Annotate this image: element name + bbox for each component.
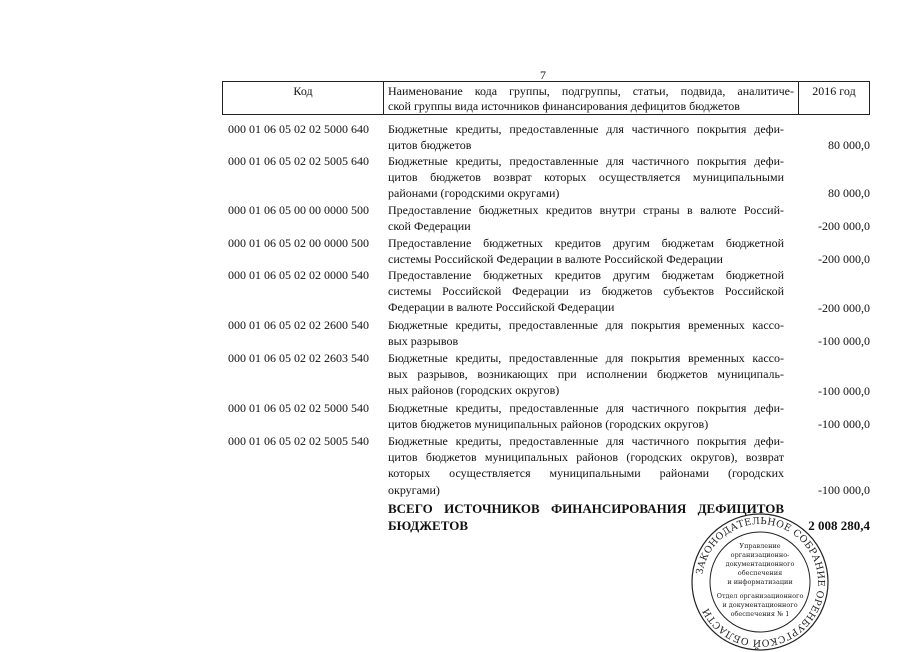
- row-code: 000 01 06 05 02 02 0000 540: [228, 268, 369, 282]
- row-name: [388, 350, 784, 399]
- row-name-line: ской Федерации: [388, 219, 471, 234]
- row-name-line: Бюджетные кредиты, предоставленные для частичного покрытия дефи-: [388, 401, 784, 415]
- row-name-line: Федерации в валюте Российской Федерации: [388, 300, 615, 315]
- row-code: 000 01 06 05 02 02 2603 540: [228, 351, 369, 365]
- row-code: 000 01 06 05 00 00 0000 500: [228, 203, 369, 217]
- row-name-line: системы Российской Федерации из бюджетов субъектов Российской: [388, 284, 784, 299]
- row-value: -200 000,0: [818, 219, 870, 233]
- row-name: [388, 433, 784, 498]
- row-name: [388, 202, 784, 234]
- seal-stamp: [690, 512, 830, 652]
- row-name-line: Бюджетные кредиты, предоставленные для частичного покрытия дефи-: [388, 122, 784, 136]
- row-name: [388, 267, 784, 316]
- row-code: 000 01 06 05 02 02 5000 640: [228, 122, 369, 136]
- header-name-line: ской группы вида источников финансирования дефицитов бюджетов: [388, 99, 740, 113]
- row-name-line: Бюджетные кредиты, предоставленные для частичного покрытия дефи-: [388, 154, 784, 168]
- row-name: [388, 121, 784, 153]
- page-number: 7: [540, 68, 546, 82]
- row-name-line: цитов бюджетов возврат которых осуществляется муниципальными: [388, 170, 784, 185]
- row-value: -200 000,0: [818, 301, 870, 315]
- row-name-line: районами (городскими округами): [388, 186, 560, 201]
- row-name-line: Бюджетные кредиты, предоставленные для частичного покрытия дефи-: [388, 434, 784, 448]
- row-value: -100 000,0: [818, 483, 870, 497]
- row-value: -100 000,0: [818, 384, 870, 398]
- row-value: -100 000,0: [818, 417, 870, 431]
- row-name-line: цитов бюджетов муниципальных районов (городских округов): [388, 417, 709, 432]
- seal-text-line: и документационного: [722, 601, 798, 609]
- seal-text-line: обеспечения: [737, 569, 783, 577]
- row-name: [388, 317, 784, 349]
- row-name-line: Предоставление бюджетных кредитов другим бюджетам бюджетной: [388, 236, 784, 250]
- svg-text:ЗАКОНОДАТЕЛЬНОЕ СОБРАНИЕ ОРЕНБ: ЗАКОНОДАТЕЛЬНОЕ СОБРАНИЕ ОРЕНБУРГСКОЙ ОБЛАСТИ: [694, 515, 827, 649]
- header-code: Код: [293, 84, 313, 98]
- row-name-line: Бюджетные кредиты, предоставленные для покрытия временных кассо-: [388, 351, 784, 365]
- header-name: [383, 82, 799, 114]
- row-name: [388, 235, 784, 267]
- row-value: -200 000,0: [818, 252, 870, 266]
- row-name-line: вых разрывов: [388, 334, 459, 349]
- header-year: 2016 год: [812, 84, 856, 98]
- row-name-line: ных районов (городских округов): [388, 383, 560, 398]
- row-name-line: Предоставление бюджетных кредитов внутри страны в валюте Россий-: [388, 203, 784, 217]
- row-value: -100 000,0: [818, 334, 870, 348]
- seal-text-line: Управление: [739, 542, 781, 550]
- total-label-line: ВСЕГО ИСТОЧНИКОВ ФИНАНСИРОВАНИЯ ДЕФИЦИТОВ: [388, 501, 784, 516]
- row-name: [388, 400, 784, 432]
- row-name-line: Предоставление бюджетных кредитов другим бюджетам бюджетной: [388, 268, 784, 282]
- row-name-line: которых осуществляется муниципальными районами (городских: [388, 466, 784, 481]
- row-name-line: системы Российской Федерации в валюте Российской Федерации: [388, 252, 723, 267]
- row-code: 000 01 06 05 02 00 0000 500: [228, 236, 369, 250]
- row-code: 000 01 06 05 02 02 5000 540: [228, 401, 369, 415]
- row-name-line: округами): [388, 482, 440, 497]
- row-value: 80 000,0: [828, 186, 870, 200]
- row-code: 000 01 06 05 02 02 2600 540: [228, 318, 369, 332]
- row-name-line: вых разрывов, возникающих при исполнении бюджетов муниципаль-: [388, 367, 784, 382]
- seal-text-line: документационного: [725, 560, 795, 568]
- header-name-line: Наименование кода группы, подгруппы, статьи, подвида, аналитиче-: [388, 84, 794, 98]
- seal-text-line: Отдел организационного: [716, 592, 804, 600]
- row-name: [388, 153, 784, 202]
- row-value: 80 000,0: [828, 138, 870, 152]
- row-code: 000 01 06 05 02 02 5005 640: [228, 154, 369, 168]
- seal-text-line: обеспечения № 1: [730, 610, 790, 618]
- row-name-line: цитов бюджетов: [388, 138, 472, 153]
- row-code: 000 01 06 05 02 02 5005 540: [228, 434, 369, 448]
- total-value: 2 008 280,4: [808, 518, 870, 533]
- table-header: [222, 81, 870, 115]
- seal-text-line: и информатизации: [727, 578, 793, 586]
- seal-text-line: организационно-: [730, 551, 790, 559]
- row-name-line: Бюджетные кредиты, предоставленные для покрытия временных кассо-: [388, 318, 784, 332]
- row-name-line: цитов бюджетов муниципальных районов (городских округов), возврат: [388, 450, 784, 465]
- total-label-line: БЮДЖЕТОВ: [388, 518, 469, 533]
